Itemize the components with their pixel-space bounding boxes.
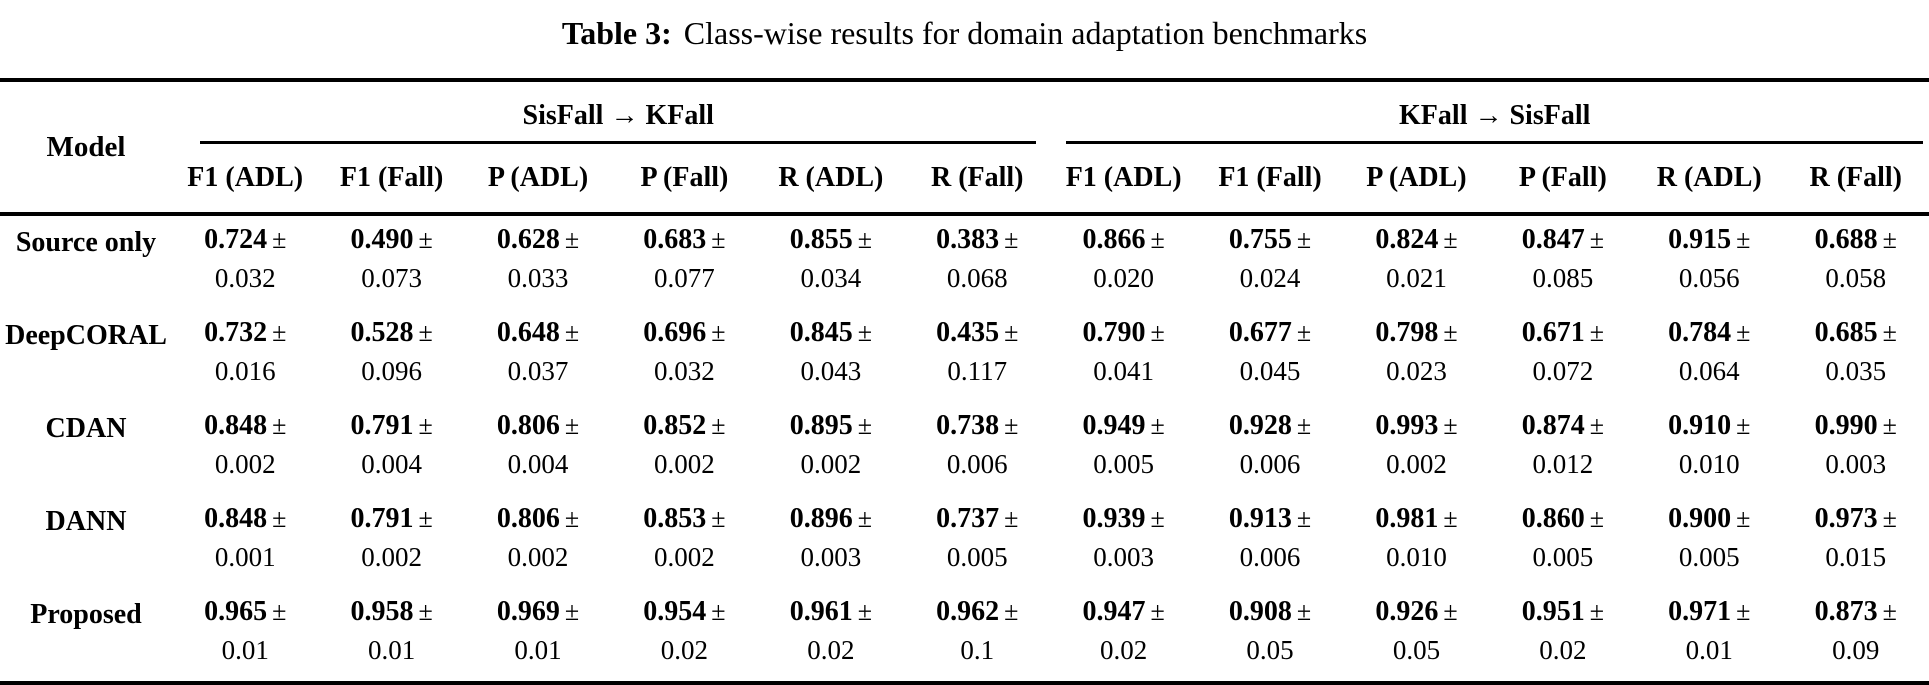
column-header: R (Fall) (904, 144, 1050, 214)
plus-minus-sign: ± (418, 318, 433, 347)
model-column-header: Model (0, 80, 172, 214)
metric-std: 0.037 (507, 356, 569, 386)
plus-minus-sign: ± (1589, 504, 1604, 533)
metric-cell (318, 588, 464, 683)
plus-minus-sign: ± (1004, 225, 1019, 254)
metric-mean: 0.806 (496, 503, 560, 534)
metric-std: 0.015 (1825, 542, 1887, 572)
table-row (0, 214, 1929, 309)
metric-std: 0.020 (1093, 263, 1155, 293)
metric-cell (1197, 495, 1343, 588)
metric-cell (172, 402, 318, 495)
plus-minus-sign: ± (857, 411, 872, 440)
metric-std: 0.005 (1093, 449, 1155, 479)
model-name: DeepCORAL (5, 320, 167, 351)
metric-std: 0.003 (1093, 542, 1155, 572)
metric-cell (172, 214, 318, 309)
metric-cell (758, 309, 904, 402)
plus-minus-sign: ± (272, 597, 287, 626)
plus-minus-sign: ± (1443, 225, 1458, 254)
plus-minus-sign: ± (711, 597, 726, 626)
metric-mean: 0.724 (204, 224, 268, 255)
table-row (0, 495, 1929, 588)
plus-minus-sign: ± (1882, 411, 1897, 440)
metric-mean: 0.928 (1228, 410, 1292, 441)
metric-cell (1343, 495, 1489, 588)
plus-minus-sign: ± (1150, 225, 1165, 254)
plus-minus-sign: ± (1443, 504, 1458, 533)
metric-cell (904, 214, 1050, 309)
metric-cell (1050, 214, 1196, 309)
metric-mean: 0.990 (1814, 410, 1878, 441)
metric-std: 0.01 (514, 635, 562, 665)
metric-std: 0.02 (660, 635, 709, 665)
metric-mean: 0.806 (496, 410, 560, 441)
plus-minus-sign: ± (564, 597, 580, 626)
metric-mean: 0.648 (496, 317, 560, 348)
metric-mean: 0.696 (643, 317, 707, 348)
metric-mean: 0.791 (350, 410, 414, 441)
metric-cell (1636, 214, 1782, 309)
plus-minus-sign: ± (1882, 504, 1897, 533)
metric-mean: 0.965 (204, 596, 268, 627)
metric-cell (758, 214, 904, 309)
table-row (0, 588, 1929, 683)
metric-mean: 0.908 (1228, 596, 1292, 627)
metric-std: 0.056 (1678, 263, 1740, 293)
metric-cell (1490, 214, 1636, 309)
metric-std: 0.012 (1532, 449, 1594, 479)
metric-std: 0.034 (800, 263, 862, 293)
metric-mean: 0.435 (936, 317, 1000, 348)
metric-mean: 0.490 (350, 224, 414, 255)
metric-std: 0.006 (1239, 449, 1301, 479)
plus-minus-sign: ± (711, 504, 726, 533)
plus-minus-sign: ± (418, 225, 433, 254)
metric-std: 0.005 (1678, 542, 1740, 572)
metric-cell (465, 214, 611, 309)
plus-minus-sign: ± (272, 411, 287, 440)
metric-cell (1782, 309, 1929, 402)
metric-mean: 0.737 (936, 503, 1000, 534)
metric-std: 0.010 (1386, 542, 1447, 572)
metric-std: 0.05 (1392, 635, 1441, 665)
metric-std: 0.01 (1685, 635, 1733, 665)
group-header-sisfall-kfall (172, 80, 1050, 144)
metric-mean: 0.971 (1668, 596, 1732, 627)
metric-std: 0.006 (946, 449, 1008, 479)
column-header: P (Fall) (1490, 144, 1636, 214)
metric-cell (318, 495, 464, 588)
metric-cell (611, 309, 757, 402)
plus-minus-sign: ± (272, 318, 287, 347)
metric-mean: 0.915 (1668, 224, 1732, 255)
metric-std: 0.01 (367, 635, 416, 665)
plus-minus-sign: ± (1004, 504, 1019, 533)
column-header: P (ADL) (1343, 144, 1489, 214)
metric-mean: 0.755 (1228, 224, 1292, 255)
plus-minus-sign: ± (857, 318, 872, 347)
plus-minus-sign: ± (1589, 597, 1604, 626)
metric-mean: 0.847 (1521, 224, 1585, 255)
metric-std: 0.005 (1532, 542, 1594, 572)
metric-cell (172, 309, 318, 402)
model-name: DANN (45, 506, 127, 537)
metric-std: 0.002 (1386, 449, 1447, 479)
metric-cell (465, 588, 611, 683)
metric-cell (1343, 214, 1489, 309)
plus-minus-sign: ± (1589, 225, 1604, 254)
metric-std: 0.073 (361, 263, 422, 293)
metric-std: 0.077 (654, 263, 715, 293)
plus-minus-sign: ± (1296, 318, 1312, 347)
metric-std: 0.005 (946, 542, 1008, 572)
metric-std: 0.002 (214, 449, 276, 479)
group-header-kfall-sisfall (1050, 80, 1929, 144)
metric-cell (1197, 214, 1343, 309)
model-name: Source only (15, 227, 157, 258)
metric-cell (1490, 309, 1636, 402)
metric-mean: 0.951 (1521, 596, 1585, 627)
metric-cell (1197, 588, 1343, 683)
results-table (0, 78, 1929, 685)
metric-mean: 0.853 (643, 503, 707, 534)
column-header: P (ADL) (465, 144, 611, 214)
plus-minus-sign: ± (1296, 597, 1312, 626)
metric-std: 0.024 (1239, 263, 1301, 293)
column-header: F1 (Fall) (318, 144, 464, 214)
metric-cell (1636, 588, 1782, 683)
metric-cell (1636, 309, 1782, 402)
metric-mean: 0.895 (789, 410, 853, 441)
metric-std: 0.004 (361, 449, 422, 479)
metric-cell (904, 309, 1050, 402)
metric-mean: 0.528 (350, 317, 414, 348)
metric-cell (1050, 402, 1196, 495)
column-header: R (Fall) (1782, 144, 1929, 214)
metric-std: 0.01 (221, 635, 269, 665)
table-row (0, 402, 1929, 495)
metric-cell (904, 495, 1050, 588)
metric-mean: 0.671 (1521, 317, 1585, 348)
plus-minus-sign: ± (711, 318, 726, 347)
metric-cell (758, 402, 904, 495)
metric-mean: 0.791 (350, 503, 414, 534)
metric-mean: 0.628 (496, 224, 560, 255)
metric-mean: 0.685 (1814, 317, 1878, 348)
column-header: R (ADL) (758, 144, 904, 214)
metric-mean: 0.855 (789, 224, 853, 255)
plus-minus-sign: ± (418, 504, 433, 533)
metric-cell (1490, 402, 1636, 495)
plus-minus-sign: ± (418, 597, 433, 626)
metric-std: 0.001 (214, 542, 276, 572)
metric-mean: 0.973 (1814, 503, 1878, 534)
metric-cell (611, 495, 757, 588)
metric-std: 0.021 (1386, 263, 1447, 293)
plus-minus-sign: ± (1004, 411, 1019, 440)
metric-mean: 0.910 (1668, 410, 1732, 441)
metric-cell (1782, 588, 1929, 683)
plus-minus-sign: ± (1150, 411, 1165, 440)
metric-cell (1636, 495, 1782, 588)
column-header: F1 (Fall) (1197, 144, 1343, 214)
metric-mean: 0.896 (789, 503, 853, 534)
metric-mean: 0.848 (204, 503, 268, 534)
metric-mean: 0.913 (1228, 503, 1292, 534)
model-name: Proposed (30, 599, 142, 630)
plus-minus-sign: ± (1296, 504, 1312, 533)
metric-std: 0.035 (1825, 356, 1887, 386)
metric-cell (465, 309, 611, 402)
plus-minus-sign: ± (711, 225, 726, 254)
plus-minus-sign: ± (1736, 411, 1751, 440)
plus-minus-sign: ± (1882, 225, 1897, 254)
metric-std: 0.09 (1832, 635, 1880, 665)
metric-cell (1343, 402, 1489, 495)
metric-std: 0.003 (1825, 449, 1887, 479)
metric-std: 0.002 (507, 542, 569, 572)
metric-cell (1782, 214, 1929, 309)
metric-cell (172, 495, 318, 588)
metric-std: 0.02 (1100, 635, 1148, 665)
metric-std: 0.068 (946, 263, 1008, 293)
metric-cell (1782, 402, 1929, 495)
plus-minus-sign: ± (1736, 225, 1751, 254)
metric-std: 0.032 (654, 356, 715, 386)
metric-cell (904, 402, 1050, 495)
column-header: F1 (ADL) (1050, 144, 1196, 214)
metric-std: 0.004 (507, 449, 569, 479)
metric-mean: 0.961 (789, 596, 853, 627)
metric-std: 0.05 (1246, 635, 1294, 665)
metric-std: 0.064 (1678, 356, 1740, 386)
metric-mean: 0.939 (1082, 503, 1146, 534)
metric-std: 0.016 (214, 356, 276, 386)
plus-minus-sign: ± (564, 504, 580, 533)
table-caption-text: Class-wise results for domain adaptation benchmarks (683, 15, 1368, 51)
plus-minus-sign: ± (857, 225, 872, 254)
metric-std: 0.002 (654, 542, 715, 572)
plus-minus-sign: ± (1736, 318, 1751, 347)
metric-mean: 0.954 (643, 596, 707, 627)
plus-minus-sign: ± (564, 225, 580, 254)
metric-std: 0.117 (947, 356, 1008, 386)
metric-std: 0.006 (1239, 542, 1301, 572)
metric-std: 0.002 (800, 449, 862, 479)
metric-cell (465, 402, 611, 495)
metric-mean: 0.947 (1082, 596, 1146, 627)
metric-std: 0.033 (507, 263, 569, 293)
metric-mean: 0.852 (643, 410, 707, 441)
table-caption-label: Table 3: (561, 15, 672, 51)
metric-mean: 0.926 (1375, 596, 1439, 627)
metric-std: 0.043 (800, 356, 862, 386)
metric-cell (1490, 495, 1636, 588)
metric-mean: 0.738 (936, 410, 1000, 441)
plus-minus-sign: ± (272, 225, 287, 254)
metric-std: 0.003 (800, 542, 862, 572)
metric-mean: 0.969 (496, 596, 560, 627)
metric-mean: 0.981 (1375, 503, 1439, 534)
metric-cell (758, 495, 904, 588)
plus-minus-sign: ± (1443, 411, 1458, 440)
metric-mean: 0.683 (643, 224, 707, 255)
column-header: F1 (ADL) (172, 144, 318, 214)
metric-cell (318, 214, 464, 309)
metric-std: 0.1 (960, 635, 995, 665)
metric-mean: 0.900 (1668, 503, 1732, 534)
metric-cell (611, 402, 757, 495)
metric-cell (318, 309, 464, 402)
metric-cell (1343, 588, 1489, 683)
metric-cell (318, 402, 464, 495)
metric-std: 0.010 (1678, 449, 1740, 479)
metric-cell (904, 588, 1050, 683)
metric-mean: 0.784 (1668, 317, 1732, 348)
metric-mean: 0.845 (789, 317, 853, 348)
metric-std: 0.02 (807, 635, 855, 665)
metric-std: 0.045 (1239, 356, 1301, 386)
plus-minus-sign: ± (1736, 597, 1751, 626)
plus-minus-sign: ± (564, 411, 580, 440)
metric-mean: 0.677 (1228, 317, 1292, 348)
plus-minus-sign: ± (1150, 318, 1165, 347)
plus-minus-sign: ± (1882, 318, 1897, 347)
metric-cell (1636, 402, 1782, 495)
plus-minus-sign: ± (1004, 318, 1019, 347)
metric-std: 0.096 (361, 356, 422, 386)
plus-minus-sign: ± (1296, 411, 1312, 440)
metric-mean: 0.962 (936, 596, 1000, 627)
plus-minus-sign: ± (1443, 318, 1458, 347)
metric-std: 0.041 (1093, 356, 1155, 386)
metric-cell (758, 588, 904, 683)
metric-mean: 0.860 (1521, 503, 1585, 534)
table-row (0, 309, 1929, 402)
metric-std: 0.02 (1539, 635, 1587, 665)
metric-mean: 0.824 (1375, 224, 1439, 255)
plus-minus-sign: ± (418, 411, 433, 440)
metric-cell (1343, 309, 1489, 402)
metric-mean: 0.848 (204, 410, 268, 441)
table-caption (0, 0, 1929, 78)
group-label: SisFall → KFall (200, 100, 1036, 144)
metric-std: 0.032 (214, 263, 276, 293)
model-name: CDAN (45, 413, 127, 444)
metric-std: 0.023 (1386, 356, 1447, 386)
metric-cell (1050, 588, 1196, 683)
metric-mean: 0.798 (1375, 317, 1439, 348)
metric-mean: 0.873 (1814, 596, 1878, 627)
metric-std: 0.058 (1825, 263, 1887, 293)
metric-mean: 0.949 (1082, 410, 1146, 441)
metric-std: 0.085 (1532, 263, 1594, 293)
metric-cell (1782, 495, 1929, 588)
plus-minus-sign: ± (1589, 318, 1604, 347)
column-header: P (Fall) (611, 144, 757, 214)
group-header-row (0, 80, 1929, 144)
column-header: R (ADL) (1636, 144, 1782, 214)
metric-std: 0.072 (1532, 356, 1594, 386)
metric-cell (1197, 402, 1343, 495)
plus-minus-sign: ± (1882, 597, 1897, 626)
metric-cell (1197, 309, 1343, 402)
metric-mean: 0.732 (204, 317, 268, 348)
plus-minus-sign: ± (1736, 504, 1751, 533)
metric-mean: 0.993 (1375, 410, 1439, 441)
metric-cell (611, 214, 757, 309)
plus-minus-sign: ± (1150, 504, 1165, 533)
plus-minus-sign: ± (272, 504, 287, 533)
metric-mean: 0.874 (1521, 410, 1585, 441)
plus-minus-sign: ± (857, 597, 872, 626)
metric-cell (1050, 309, 1196, 402)
plus-minus-sign: ± (1589, 411, 1604, 440)
metric-mean: 0.866 (1082, 224, 1146, 255)
metric-cell (1050, 495, 1196, 588)
column-labels-row (0, 144, 1929, 214)
metric-std: 0.002 (654, 449, 715, 479)
metric-mean: 0.958 (350, 596, 414, 627)
plus-minus-sign: ± (1296, 225, 1312, 254)
metric-mean: 0.383 (936, 224, 1000, 255)
metric-cell (611, 588, 757, 683)
metric-cell (465, 495, 611, 588)
plus-minus-sign: ± (1443, 597, 1458, 626)
plus-minus-sign: ± (1004, 597, 1019, 626)
metric-cell (172, 588, 318, 683)
plus-minus-sign: ± (711, 411, 726, 440)
metric-cell (1490, 588, 1636, 683)
metric-mean: 0.688 (1814, 224, 1878, 255)
plus-minus-sign: ± (564, 318, 580, 347)
metric-std: 0.002 (361, 542, 422, 572)
plus-minus-sign: ± (1150, 597, 1165, 626)
metric-mean: 0.790 (1082, 317, 1146, 348)
group-label: KFall → SisFall (1066, 100, 1923, 144)
plus-minus-sign: ± (857, 504, 872, 533)
